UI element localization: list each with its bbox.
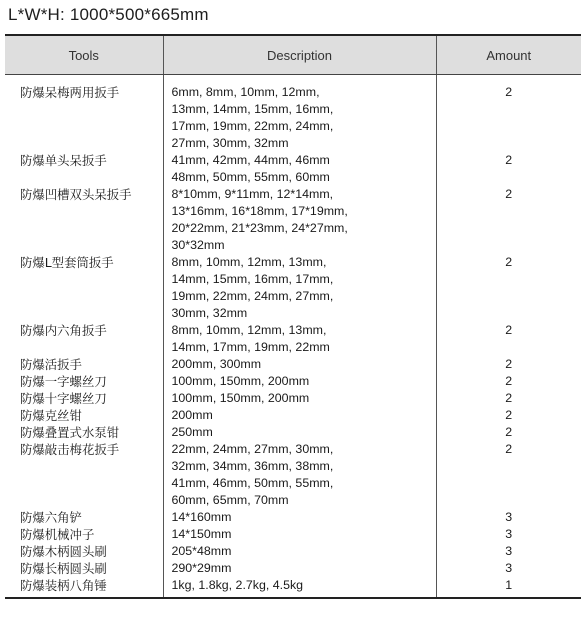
description-line: 41mm, 42mm, 44mm, 46mm bbox=[171, 153, 330, 167]
description-line: 6mm, 8mm, 10mm, 12mm, bbox=[171, 85, 320, 99]
description-cell bbox=[163, 543, 436, 560]
table-row bbox=[5, 577, 581, 598]
tool-name-cell: 防爆内六角扳手 bbox=[5, 322, 163, 356]
table-row bbox=[5, 186, 581, 254]
tool-name-cell: 防爆叠置式水泵钳 bbox=[5, 424, 163, 441]
description-line: 205*48mm bbox=[171, 544, 232, 558]
description-line: 14mm, 17mm, 19mm, 22mm bbox=[171, 340, 330, 354]
description-cell bbox=[163, 424, 436, 441]
table-row bbox=[5, 509, 581, 526]
amount-cell: 3 bbox=[505, 561, 513, 575]
description-line: 14mm, 15mm, 16mm, 17mm, bbox=[171, 272, 334, 286]
tools-table bbox=[5, 34, 581, 599]
table-row bbox=[5, 356, 581, 373]
description-line: 100mm, 150mm, 200mm bbox=[171, 391, 310, 405]
tool-name-cell: 防爆克丝钳 bbox=[5, 407, 163, 424]
amount-cell: 2 bbox=[505, 442, 513, 456]
table-row bbox=[5, 441, 581, 509]
description-cell bbox=[163, 441, 436, 509]
header-description: Description bbox=[163, 35, 436, 75]
description-line: 200mm, 300mm bbox=[171, 357, 262, 371]
tool-name-cell: 防爆凹槽双头呆扳手 bbox=[5, 186, 163, 254]
description-cell bbox=[163, 390, 436, 407]
description-cell bbox=[163, 254, 436, 322]
description-line: 30*32mm bbox=[171, 238, 225, 252]
tool-name-cell: 防爆一字螺丝刀 bbox=[5, 373, 163, 390]
tool-name-cell: 防爆呆梅两用扳手 bbox=[5, 75, 163, 153]
table-row bbox=[5, 526, 581, 543]
description-cell bbox=[163, 356, 436, 373]
table-row bbox=[5, 560, 581, 577]
header-tools: Tools bbox=[5, 35, 163, 75]
description-line: 250mm bbox=[171, 425, 213, 439]
tool-name-cell: 防爆十字螺丝刀 bbox=[5, 390, 163, 407]
description-line: 48mm, 50mm, 55mm, 60mm bbox=[171, 170, 330, 184]
description-line: 19mm, 22mm, 24mm, 27mm, bbox=[171, 289, 334, 303]
header-amount: Amount bbox=[436, 35, 581, 75]
amount-cell: 3 bbox=[505, 527, 513, 541]
description-line: 1kg, 1.8kg, 2.7kg, 4.5kg bbox=[171, 578, 304, 592]
amount-cell: 2 bbox=[505, 391, 513, 405]
description-line: 32mm, 34mm, 36mm, 38mm, bbox=[171, 459, 334, 473]
table-body bbox=[5, 75, 581, 599]
description-line: 27mm, 30mm, 32mm bbox=[171, 136, 289, 150]
tool-name-cell: 防爆木柄圆头刷 bbox=[5, 543, 163, 560]
tool-name-cell: 防爆敲击梅花扳手 bbox=[5, 441, 163, 509]
table-row bbox=[5, 424, 581, 441]
description-cell bbox=[163, 577, 436, 598]
description-line: 8*10mm, 9*11mm, 12*14mm, bbox=[171, 187, 334, 201]
table-row bbox=[5, 75, 581, 153]
amount-cell: 2 bbox=[505, 425, 513, 439]
table-row bbox=[5, 254, 581, 322]
description-line: 41mm, 46mm, 50mm, 55mm, bbox=[171, 476, 334, 490]
amount-cell: 2 bbox=[505, 357, 513, 371]
tool-name-cell: 防爆长柄圆头刷 bbox=[5, 560, 163, 577]
amount-cell: 2 bbox=[505, 153, 513, 167]
table-row bbox=[5, 390, 581, 407]
table-row bbox=[5, 373, 581, 390]
amount-cell: 3 bbox=[505, 544, 513, 558]
tool-name-cell: 防爆L型套筒扳手 bbox=[5, 254, 163, 322]
description-cell bbox=[163, 407, 436, 424]
table-row bbox=[5, 407, 581, 424]
amount-cell: 2 bbox=[505, 408, 513, 422]
description-line: 17mm, 19mm, 22mm, 24mm, bbox=[171, 119, 334, 133]
amount-cell: 3 bbox=[505, 510, 513, 524]
dimensions-label: L*W*H: 1000*500*665mm bbox=[8, 5, 209, 24]
description-line: 100mm, 150mm, 200mm bbox=[171, 374, 310, 388]
amount-cell: 2 bbox=[505, 323, 513, 337]
table-row bbox=[5, 322, 581, 356]
description-line: 13mm, 14mm, 15mm, 16mm, bbox=[171, 102, 334, 116]
description-line: 14*150mm bbox=[171, 527, 232, 541]
table-row bbox=[5, 543, 581, 560]
tool-name-cell: 防爆六角铲 bbox=[5, 509, 163, 526]
description-cell bbox=[163, 509, 436, 526]
description-line: 22mm, 24mm, 27mm, 30mm, bbox=[171, 442, 334, 456]
tool-name-cell: 防爆活扳手 bbox=[5, 356, 163, 373]
table-row bbox=[5, 152, 581, 186]
tool-name-cell: 防爆装柄八角锤 bbox=[5, 577, 163, 598]
tool-name-cell: 防爆机械冲子 bbox=[5, 526, 163, 543]
description-cell bbox=[163, 373, 436, 390]
description-cell bbox=[163, 526, 436, 543]
description-line: 30mm, 32mm bbox=[171, 306, 248, 320]
description-line: 14*160mm bbox=[171, 510, 232, 524]
description-line: 8mm, 10mm, 12mm, 13mm, bbox=[171, 323, 327, 337]
description-line: 13*16mm, 16*18mm, 17*19mm, bbox=[171, 204, 348, 218]
tool-name-cell: 防爆单头呆扳手 bbox=[5, 152, 163, 186]
description-line: 60mm, 65mm, 70mm bbox=[171, 493, 289, 507]
description-cell bbox=[163, 560, 436, 577]
amount-cell: 2 bbox=[505, 255, 513, 269]
description-line: 20*22mm, 21*23mm, 24*27mm, bbox=[171, 221, 348, 235]
table-header-row bbox=[5, 35, 581, 75]
amount-cell: 2 bbox=[505, 187, 513, 201]
amount-cell: 1 bbox=[436, 577, 581, 598]
description-line: 200mm bbox=[171, 408, 213, 422]
amount-cell: 2 bbox=[505, 85, 513, 99]
description-cell bbox=[163, 75, 436, 153]
description-cell bbox=[163, 322, 436, 356]
description-cell bbox=[163, 186, 436, 254]
amount-cell: 2 bbox=[505, 374, 513, 388]
description-cell bbox=[163, 152, 436, 186]
description-line: 8mm, 10mm, 12mm, 13mm, bbox=[171, 255, 327, 269]
description-line: 290*29mm bbox=[171, 561, 232, 575]
